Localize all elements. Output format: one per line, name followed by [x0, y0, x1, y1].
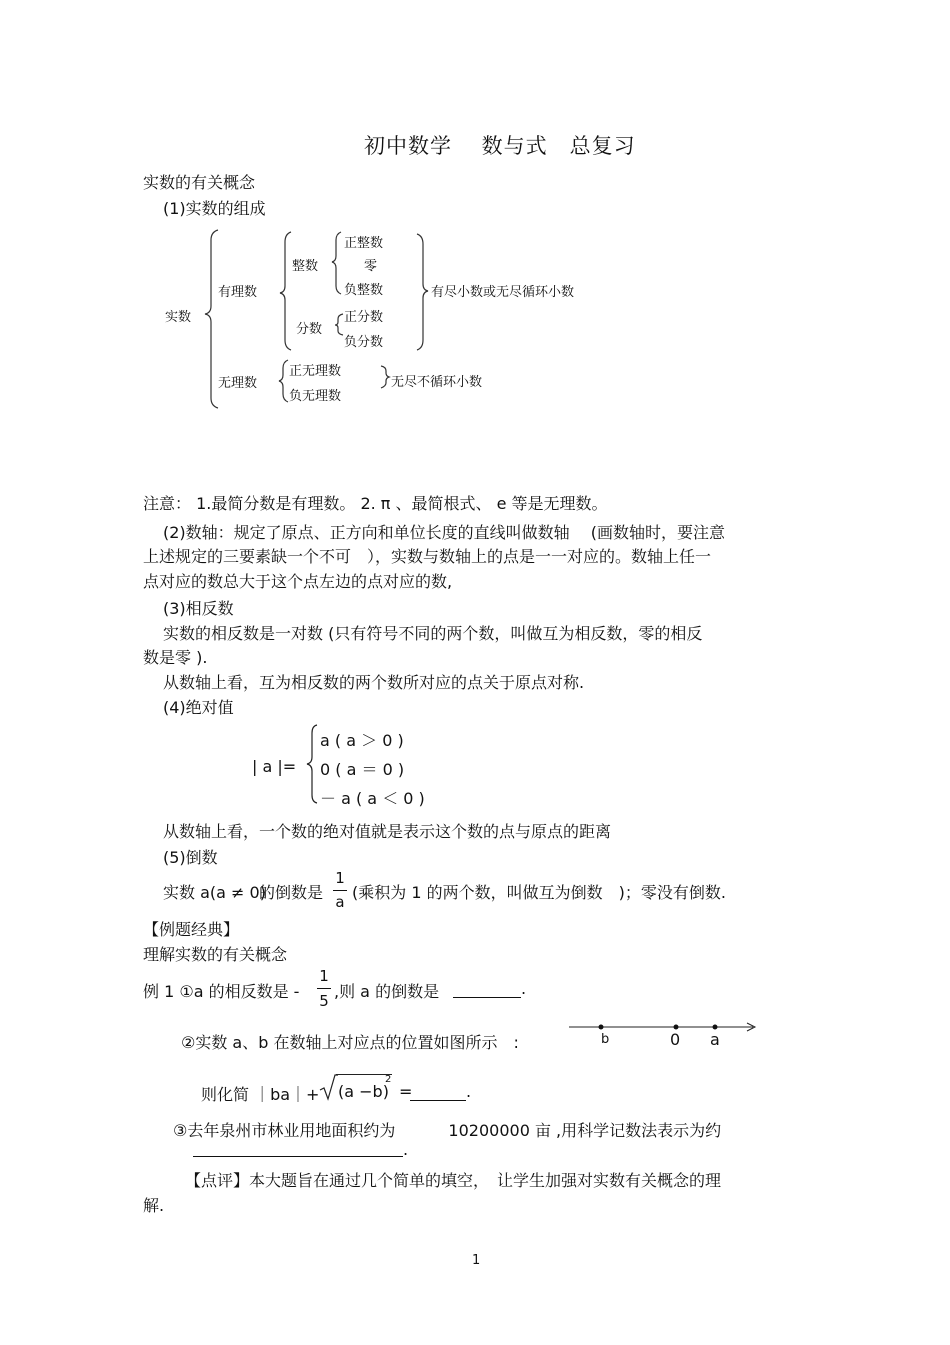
tree-braces — [0, 0, 950, 420]
ex2-equals: = — [399, 1082, 413, 1101]
page-title: 初中数学 数与式 总复习 — [364, 134, 636, 158]
abs-lhs: | a |= — [252, 757, 297, 776]
item4-heading: (4)绝对值 — [163, 698, 234, 717]
label-integer: 整数 — [292, 259, 319, 274]
label-irrational: 无理数 — [218, 376, 258, 391]
examples-heading: 【例题经典】 — [143, 920, 240, 939]
item2-line3: 点对应的数总大于这个点左边的点对应的数, — [143, 572, 453, 591]
brace-integer — [332, 232, 341, 294]
ex1-end: . — [521, 979, 527, 998]
label-rational-note: 有尽小数或无尽循环小数 — [431, 285, 575, 300]
label-positive-integer: 正整数 — [344, 236, 384, 251]
label-negative-fraction: 负分数 — [344, 335, 384, 350]
label-positive-fraction: 正分数 — [344, 310, 384, 325]
abs-case-positive: a ( a ＞ 0 ) — [320, 731, 404, 750]
item5-frac-den: a — [335, 893, 345, 911]
item3-line1: 实数的相反数是一对数 (只有符号不同的两个数，叫做互为相反数，零的相反 — [163, 624, 703, 643]
label-irrational-note: 无尽不循环小数 — [391, 375, 483, 390]
item2-line1: (2)数轴：规定了原点、正方向和单位长度的直线叫做数轴 (画数轴时，要注意 — [163, 523, 725, 542]
label-fraction: 分数 — [296, 322, 323, 337]
brace-rational — [280, 232, 291, 350]
abs-case-zero: 0 ( a ＝ 0 ) — [320, 760, 405, 779]
ex3-answer-blank[interactable] — [193, 1138, 403, 1161]
point-a — [713, 1025, 718, 1030]
item5-text-a: 实数 a(a ≠ 0) — [163, 883, 266, 902]
ex1-answer-blank[interactable] — [453, 979, 521, 1002]
item5-text-c: (乘积为 1 的两个数，叫做互为倒数 )；零没有倒数. — [352, 883, 726, 902]
ex2-simplify: 则化简 ｜ba｜+ — [201, 1085, 320, 1104]
label-real: 实数 — [165, 310, 192, 325]
abs-brace — [305, 723, 321, 805]
item2-line2: 上述规定的三要素缺一个不可 ），实数与数轴上的点是一一对应的。数轴上任一 — [143, 547, 712, 566]
ex1-frac-den: 5 — [319, 992, 329, 1010]
ex2-text: ②实数 a、b 在数轴上对应点的位置如图所示 : — [181, 1033, 519, 1052]
point-0 — [674, 1025, 679, 1030]
ex2-answer-blank[interactable] — [410, 1082, 466, 1105]
abs-case-negative: － a ( a ＜ 0 ) — [320, 789, 425, 808]
item1-heading: (1)实数的组成 — [163, 199, 266, 218]
item5-heading: (5)倒数 — [163, 848, 218, 867]
brace-irrational-right — [381, 366, 389, 388]
number-line-label-b: b — [601, 1032, 610, 1047]
ex2-exponent: 2 — [385, 1074, 392, 1085]
sqrt-sign — [318, 1074, 338, 1102]
ex1-frac-bar — [317, 988, 331, 989]
item5-text-b: 的倒数是 — [259, 883, 324, 902]
page-number: 1 — [472, 1253, 481, 1268]
brace-real — [205, 230, 218, 408]
item5-frac-bar — [333, 890, 347, 891]
item5-frac-num: 1 — [335, 869, 345, 887]
label-positive-irrational: 正无理数 — [289, 364, 342, 379]
examples-subheading: 理解实数的有关概念 — [143, 945, 288, 964]
item3-line2: 数是零 ). — [143, 648, 208, 667]
brace-fraction — [335, 314, 343, 335]
section-heading: 实数的有关概念 — [143, 173, 256, 192]
label-rational: 有理数 — [218, 285, 258, 300]
comment-line1: 【点评】本大题旨在通过几个简单的填空， 让学生加强对实数有关概念的理 — [185, 1171, 722, 1190]
note-line: 注意： 1.最简分数是有理数。 2. π 、最简根式、 e 等是无理数。 — [143, 494, 608, 513]
number-line-label-0: 0 — [670, 1030, 681, 1049]
label-negative-irrational: 负无理数 — [289, 389, 342, 404]
ex1-label: 例 1 ①a 的相反数是 - — [143, 982, 300, 1001]
ex2-end: . — [466, 1082, 472, 1101]
ex3-end: . — [403, 1140, 409, 1159]
item3-heading: (3)相反数 — [163, 599, 234, 618]
sqrt-bar — [336, 1074, 392, 1075]
ex1-frac-num: 1 — [319, 967, 329, 985]
point-b — [599, 1025, 604, 1030]
label-zero: 零 — [364, 259, 378, 274]
label-negative-integer: 负整数 — [344, 283, 384, 298]
brace-rational-right — [417, 234, 428, 350]
item3-line3: 从数轴上看，互为相反数的两个数所对应的点关于原点对称. — [163, 673, 585, 692]
ex1-rest: ,则 a 的倒数是 — [334, 982, 440, 1001]
number-line-label-a: a — [710, 1030, 720, 1049]
item4-after: 从数轴上看，一个数的绝对值就是表示这个数的点与原点的距离 — [163, 822, 612, 841]
ex3-text: ③去年泉州市林业用地面积约为 10200000 亩 ,用科学记数法表示为约 — [173, 1121, 722, 1140]
number-line — [565, 1018, 761, 1038]
comment-line2: 解. — [143, 1196, 165, 1215]
ex2-radicand: (a −b) — [338, 1082, 389, 1101]
brace-irrational — [279, 360, 288, 402]
